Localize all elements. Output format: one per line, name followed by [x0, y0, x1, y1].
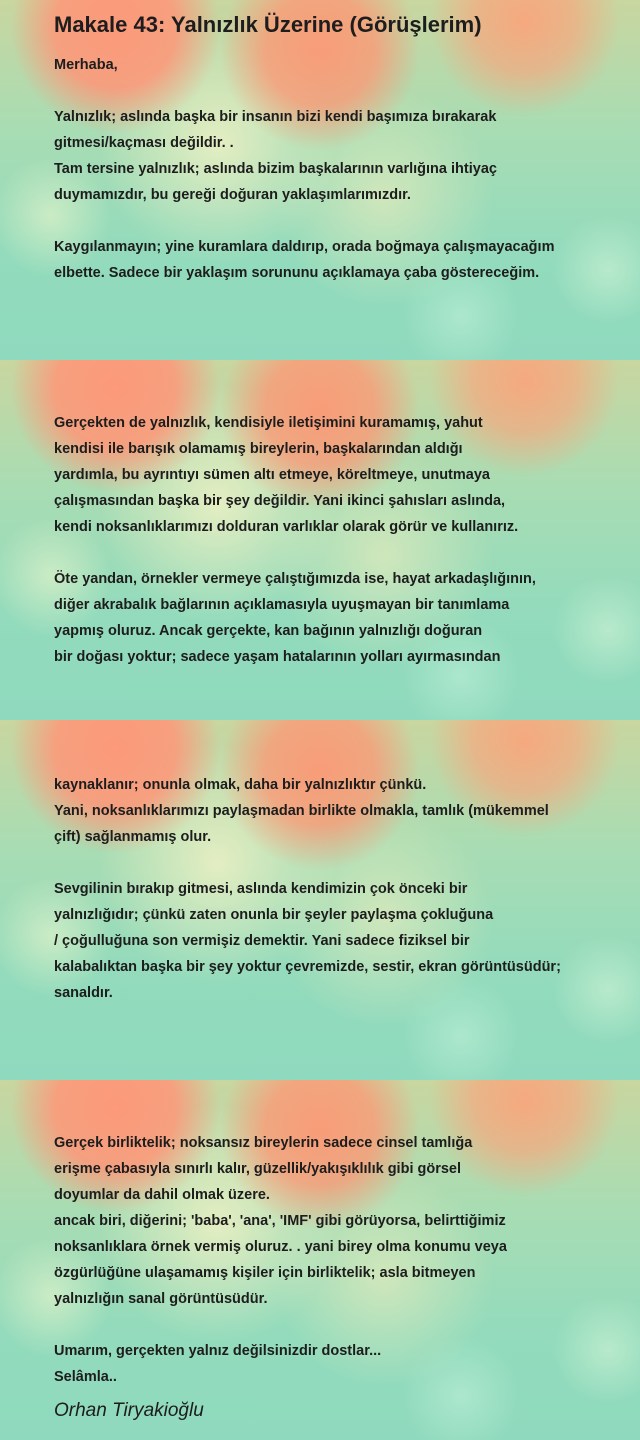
article-title: Makale 43: Yalnızlık Üzerine (Görüşlerim)	[54, 12, 482, 37]
text-line: gitmesi/kaçması değildir. .	[54, 135, 234, 151]
text-line	[54, 850, 620, 876]
text-line: özgürlüğüne ulaşamamış kişiler için birliktelik; asla bitmeyen	[54, 1265, 476, 1281]
text-line	[54, 1312, 620, 1338]
text-line: diğer akrabalık bağlarının açıklamasıyla uyuşmayan bir tanımlama	[54, 597, 510, 613]
text-line: / çoğulluğuna son vermişiz demektir. Yani sadece fiziksel bir	[54, 933, 470, 949]
text-line: kendisi ile barışık olamamış bireylerin, başkalarından aldığı	[54, 441, 463, 457]
poem-panel-1	[0, 0, 640, 360]
panel-3-text	[54, 772, 620, 1006]
text-line: Selâmla..	[54, 1369, 117, 1385]
text-line: duymamızdır, bu gereği doğuran yaklaşımlarımızdır.	[54, 187, 411, 203]
text-line	[54, 78, 620, 104]
text-line	[54, 540, 620, 566]
text-line: doyumlar da dahil olmak üzere.	[54, 1187, 270, 1203]
text-line: Gerçekten de yalnızlık, kendisiyle iletişimini kuramamış, yahut	[54, 415, 483, 431]
poem-panel-4	[0, 1080, 640, 1440]
text-line: çalışmasından başka bir şey değildir. Yani ikinci şahısları aslında,	[54, 493, 506, 509]
text-line: Kaygılanmayın; yine kuramlara daldırıp, orada boğmaya çalışmayacağım	[54, 239, 555, 255]
author-signature: Orhan Tiryakioğlu	[54, 1400, 204, 1421]
text-line: Umarım, gerçekten yalnız değilsinizdir dostlar...	[54, 1343, 382, 1359]
text-line: elbette. Sadece bir yaklaşım sorununu açıklamaya çaba göstereceğim.	[54, 265, 540, 281]
text-line: kendi noksanlıklarımızı dolduran varlıklar olarak görür ve kullanırız.	[54, 519, 519, 535]
text-line: yapmış oluruz. Ancak gerçekte, kan bağının yalnızlığı doğuran	[54, 623, 483, 639]
panel-2-text	[54, 410, 620, 670]
text-line: ancak biri, diğerini; 'baba', 'ana', 'IMF' gibi görüyorsa, belirttiğimiz	[54, 1213, 506, 1229]
text-line: yardımla, bu ayrıntıyı sümen altı etmeye, köreltmeye, unutmaya	[54, 467, 490, 483]
text-line: Tam tersine yalnızlık; aslında bizim başkalarının varlığına ihtiyaç	[54, 161, 497, 177]
text-line: noksanlıklara örnek vermiş oluruz. . yani birey olma konumu veya	[54, 1239, 507, 1255]
poem-panel-3	[0, 720, 640, 1080]
panel-1-text	[54, 52, 620, 286]
poem-panel-2	[0, 360, 640, 720]
text-line: çift) sağlanmamış olur.	[54, 829, 212, 845]
text-line: Sevgilinin bırakıp gitmesi, aslında kendimizin çok önceki bir	[54, 881, 468, 897]
text-line: yalnızlığın sanal görüntüsüdür.	[54, 1291, 268, 1307]
text-line: sanaldır.	[54, 985, 113, 1001]
text-line: kalabalıktan başka bir şey yoktur çevremizde, sestir, ekran görüntüsüdür;	[54, 959, 561, 975]
text-line: Merhaba,	[54, 57, 118, 73]
text-line: yalnızlığıdır; çünkü zaten onunla bir şeyler paylaşma çokluğuna	[54, 907, 494, 923]
panel-4-text	[54, 1130, 620, 1390]
text-line: erişme çabasıyla sınırlı kalır, güzellik/yakışıklılık gibi görsel	[54, 1161, 462, 1177]
text-line: bir doğası yoktur; sadece yaşam hatalarının yolları ayırmasından	[54, 649, 501, 665]
text-line: Öte yandan, örnekler vermeye çalıştığımızda ise, hayat arkadaşlığının,	[54, 571, 536, 587]
text-line: Yani, noksanlıklarımızı paylaşmadan birlikte olmakla, tamlık (mükemmel	[54, 803, 549, 819]
text-line: Yalnızlık; aslında başka bir insanın bizi kendi başımıza bırakarak	[54, 109, 497, 125]
text-line: Gerçek birliktelik; noksansız bireylerin sadece cinsel tamlığa	[54, 1135, 473, 1151]
text-line: kaynaklanır; onunla olmak, daha bir yalnızlıktır çünkü.	[54, 777, 427, 793]
text-line	[54, 208, 620, 234]
